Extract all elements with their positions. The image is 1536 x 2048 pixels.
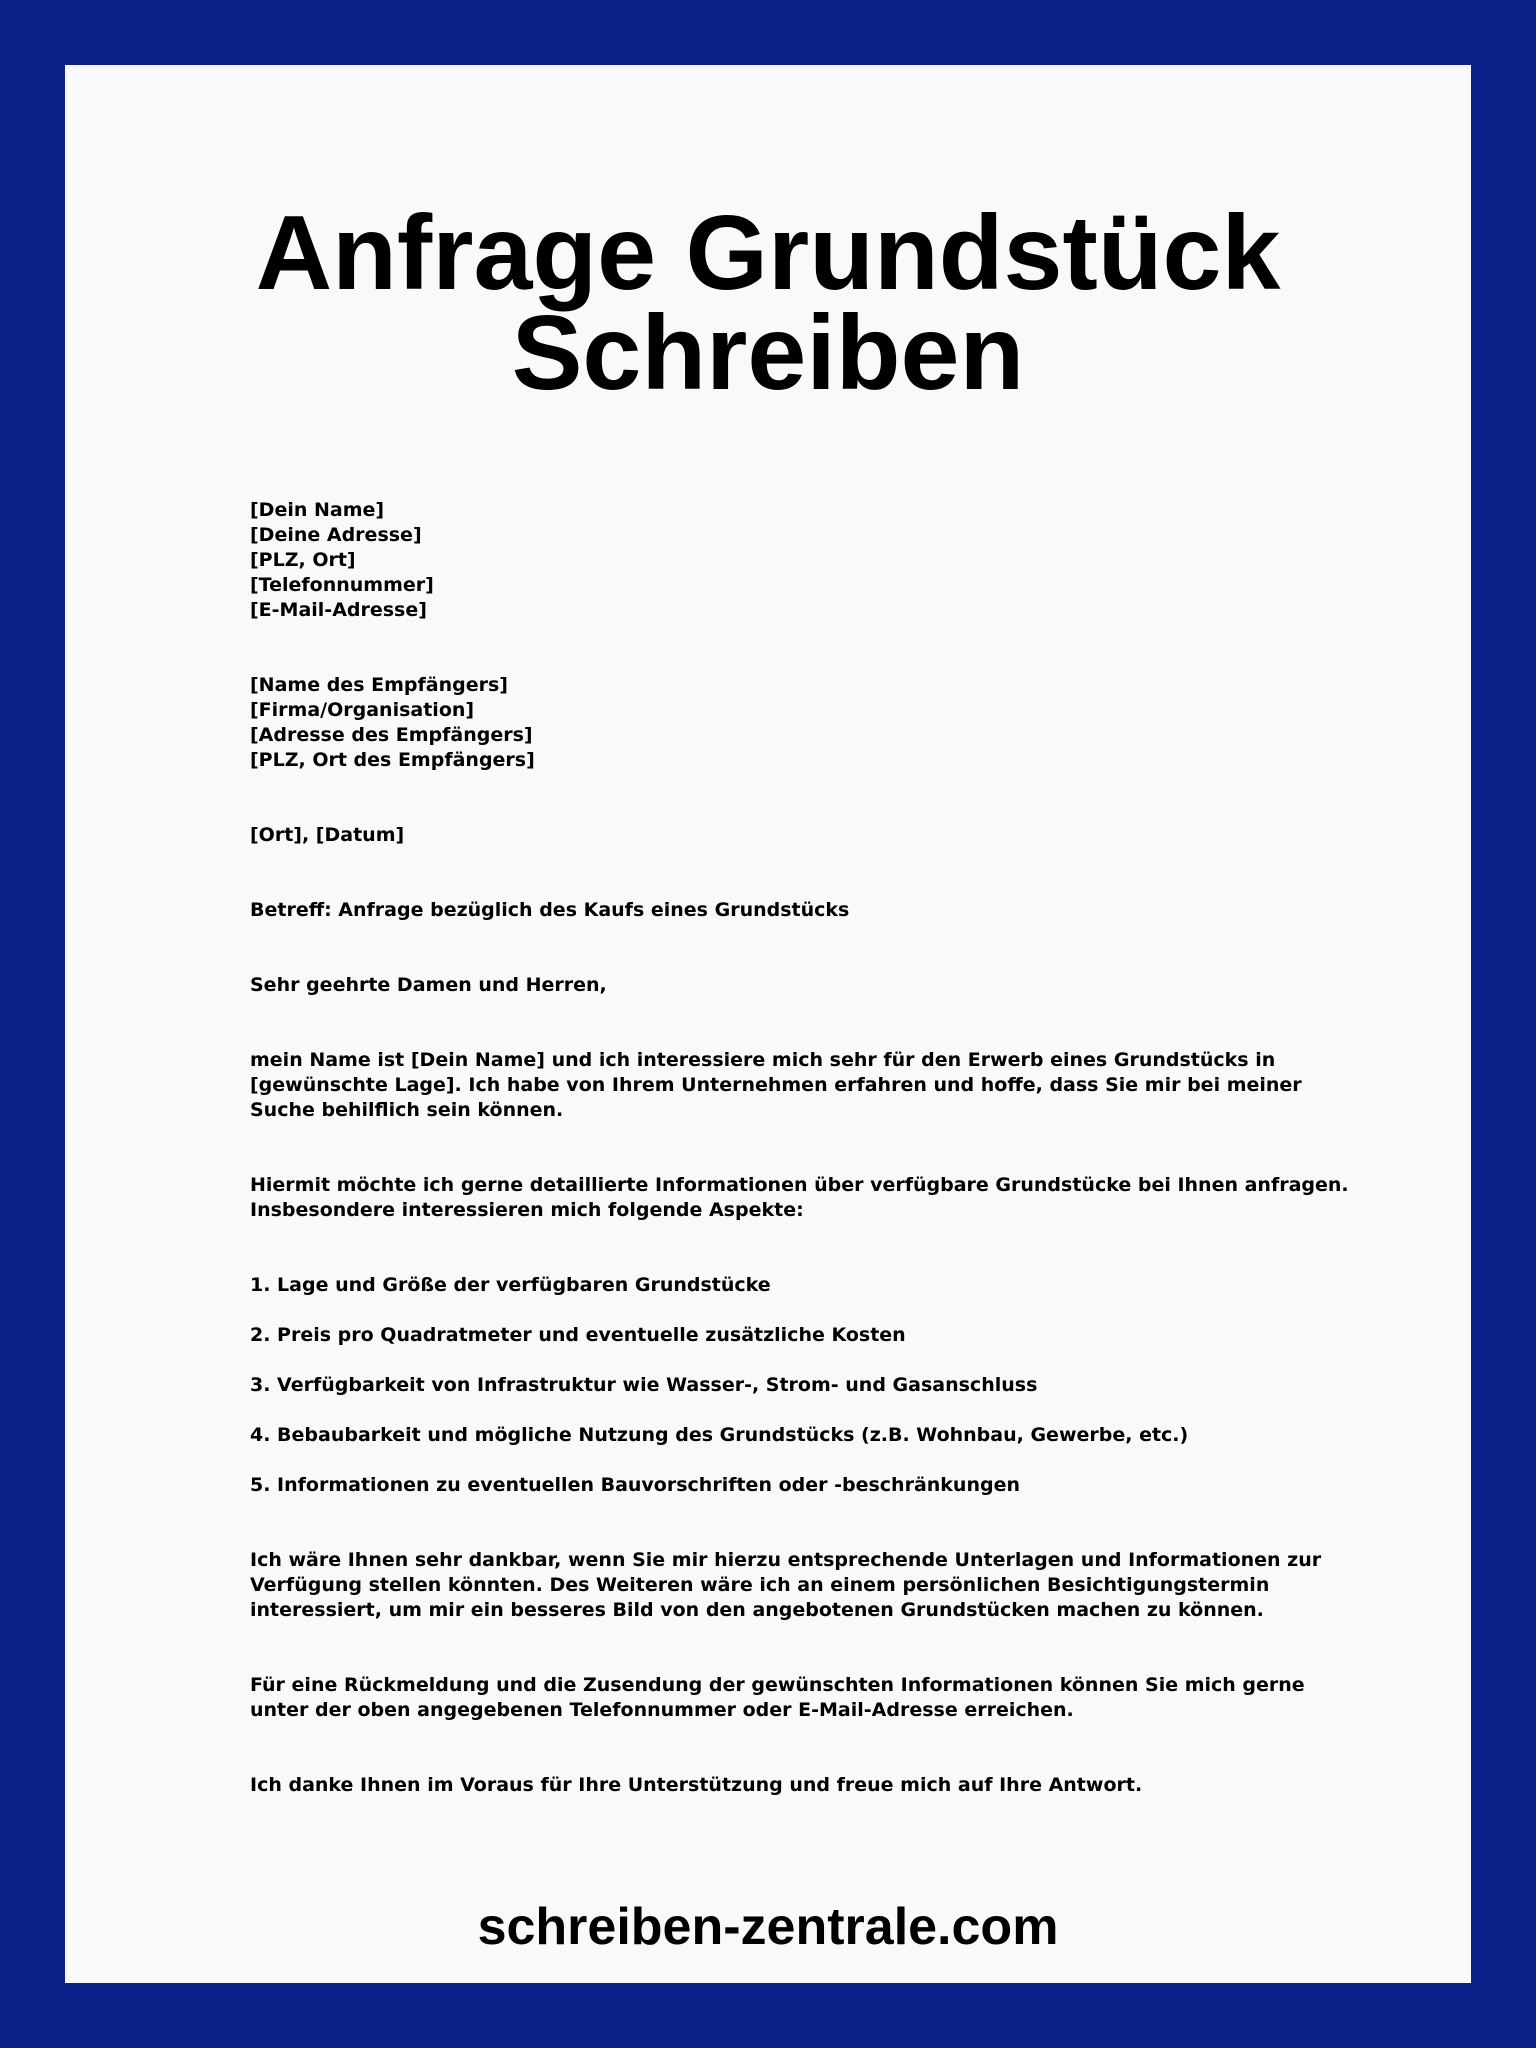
letter-body — [250, 498, 1360, 1798]
page-title-line-2: Schreiben — [511, 294, 1025, 412]
list-item: 1. Lage und Größe der verfügbaren Grundstücke — [250, 1274, 771, 1296]
sender-street: [Deine Adresse] — [250, 524, 422, 546]
place-date: [Ort], [Datum] — [250, 824, 405, 846]
documents-paragraph: Ich wäre Ihnen sehr dankbar, wenn Sie mir hierzu entsprechende Unterlagen und Informationen zur Verfügung stellen könnten. Des Weiteren wäre ich an einem persönlichen Besichtigungstermin interessiert, um mir ein besseres Bild von den angebotenen Grundstücken machen zu können. — [250, 1549, 1322, 1621]
sender-city: [PLZ, Ort] — [250, 549, 356, 571]
recipient-street: [Adresse des Empfängers] — [250, 724, 533, 746]
footer-website: schreiben-zentrale.com — [477, 1898, 1059, 1956]
list-item: 4. Bebaubarkeit und mögliche Nutzung des Grundstücks (z.B. Wohnbau, Gewerbe, etc.) — [250, 1424, 1189, 1446]
list-item: 3. Verfügbarkeit von Infrastruktur wie Wasser-, Strom- und Gasanschluss — [250, 1374, 1038, 1396]
thanks-paragraph: Ich danke Ihnen im Voraus für Ihre Unterstützung und freue mich auf Ihre Antwort. — [250, 1774, 1143, 1796]
recipient-name: [Name des Empfängers] — [250, 674, 508, 696]
subject-line: Betreff: Anfrage bezüglich des Kaufs eines Grundstücks — [250, 899, 850, 921]
salutation: Sehr geehrte Damen und Herren, — [250, 974, 607, 996]
recipient-address — [250, 673, 1360, 773]
list-item: 2. Preis pro Quadratmeter und eventuelle zusätzliche Kosten — [250, 1324, 906, 1346]
sender-name: [Dein Name] — [250, 499, 385, 521]
document-page — [65, 65, 1471, 1983]
sender-phone: [Telefonnummer] — [250, 574, 434, 596]
list-item: 5. Informationen zu eventuellen Bauvorschriften oder -beschränkungen — [250, 1474, 1021, 1496]
recipient-company: [Firma/Organisation] — [250, 699, 475, 721]
aspects-list — [250, 1273, 1360, 1498]
request-paragraph: Hiermit möchte ich gerne detaillierte Informationen über verfügbare Grundstücke bei Ihnen anfragen. Insbesondere interessieren mich folgende Aspekte: — [250, 1174, 1349, 1221]
contact-paragraph: Für eine Rückmeldung und die Zusendung der gewünschten Informationen können Sie mich gerne unter der oben angegebenen Telefonnummer oder E-Mail-Adresse erreichen. — [250, 1674, 1305, 1721]
intro-paragraph: mein Name ist [Dein Name] und ich interessiere mich sehr für den Erwerb eines Grundstücks in [gewünschte Lage]. Ich habe von Ihrem Unternehmen erfahren und hoffe, dass Sie mir bei meiner Suche behilflich sein können. — [250, 1049, 1302, 1121]
sender-address — [250, 498, 1360, 623]
page-title-line-1: Anfrage Grundstück — [255, 194, 1281, 312]
recipient-city: [PLZ, Ort des Empfängers] — [250, 749, 535, 771]
sender-email: [E-Mail-Adresse] — [250, 599, 427, 621]
page-title — [65, 194, 1471, 412]
